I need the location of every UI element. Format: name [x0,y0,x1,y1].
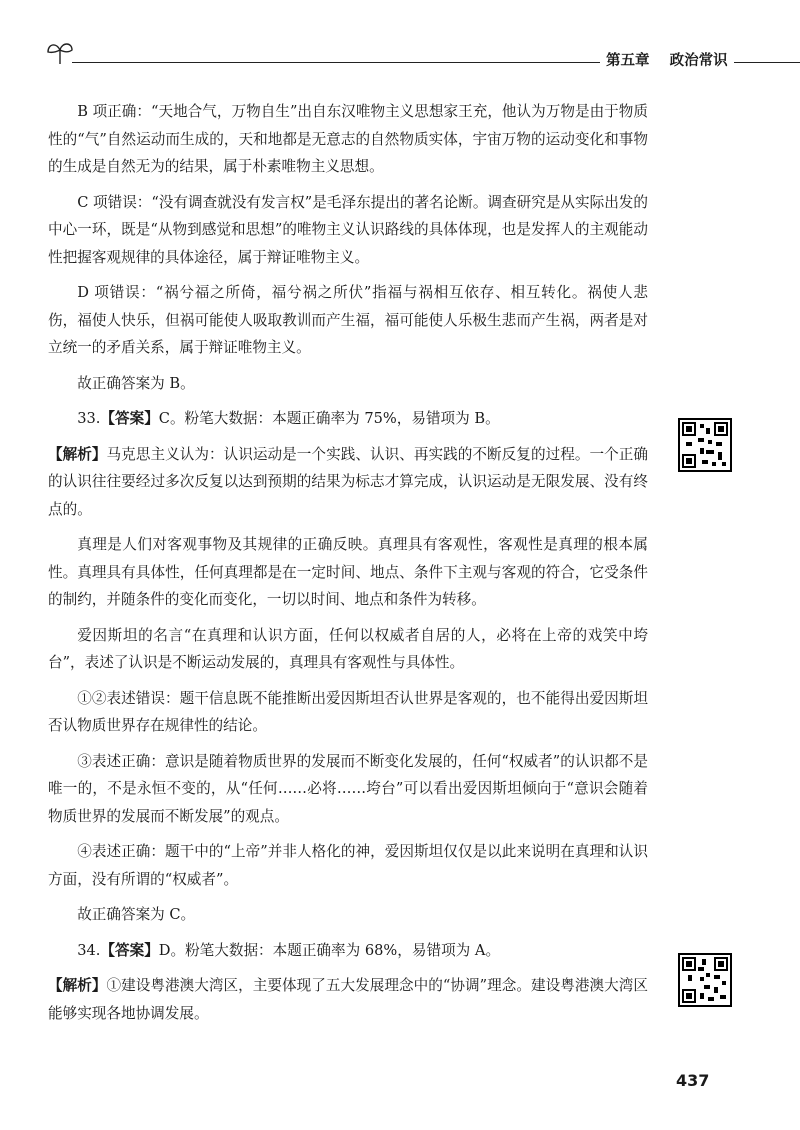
qr-code-icon[interactable] [678,418,732,472]
paragraph: ④表述正确：题干中的“上帝”并非人格化的神，爱因斯坦仅仅是以此来说明在真理和认识方面，没有所谓的“权威者”。 [48,843,648,888]
chapter-number: 第五章 [606,53,650,69]
paragraph: D 项错误：“祸兮福之所倚，福兮祸之所伏”指福与祸相互依存、相互转化。祸使人悲伤，福使人快乐，但祸可能使人吸取教训而产生福，福可能使人乐极生悲而产生祸，两者是对立统一的矛盾关系，属于辩证唯物主义。 [48,284,648,356]
header-rule [72,62,632,63]
analysis-33 [48,441,648,524]
paragraph: 爱因斯坦的名言“在真理和认识方面，任何以权威者自居的人，必将在上帝的戏笑中垮台”，表述了认识是不断运动发展的，真理具有客观性与具体性。 [48,626,648,671]
answer-tag: 【答案】 [100,941,159,959]
chapter-title [600,49,734,70]
analysis-text: 马克思主义认为：认识运动是一个实践、认识、再实践的不断反复的过程。一个正确的认识往往要经过多次反复以达到预期的结果为标志才算完成，认识运动是无限发展、没有终点的。 [48,445,648,518]
leaf-icon [44,38,78,68]
paragraph: B 项正确：“天地合气，万物自生”出自东汉唯物主义思想家王充，他认为万物是由于物质性的“气”自然运动而生成的，天和地都是无意志的自然物质实体，宇宙万物的运动变化和事物的生成是自然无为的结果，属于朴素唯物主义思想。 [48,103,648,175]
question-number: 33. [77,410,101,427]
header-rule-tail [734,62,800,63]
answer-34 [48,937,648,965]
question-number: 34. [77,941,101,959]
paragraph: 故正确答案为 B。 [77,374,195,392]
analysis-tag: 【解析】 [48,977,107,994]
answer-tag: 【答案】 [100,410,159,427]
analysis-34 [48,972,648,1027]
analysis-text: ①建设粤港澳大湾区，主要体现了五大发展理念中的“协调”理念。建设粤港澳大湾区能够实现各地协调发展。 [48,977,648,1022]
paragraph: ③表述正确：意识是随着物质世界的发展而不断变化发展的，任何“权威者”的认识都不是唯一的，不是永恒不变的，从“任何……必将……垮台”可以看出爱因斯坦倾向于“意识会随着物质世界的发展而不断发展”的观点。 [48,752,648,825]
analysis-tag: 【解析】 [48,445,107,463]
paragraph: 真理是人们对客观事物及其规律的正确反映。真理具有客观性，客观性是真理的根本属性。真理具有具体性，任何真理都是在一定时间、地点、条件下主观与客观的符合，它受条件的制约，并随条件的变化而变化，一切以时间、地点和条件为转移。 [48,536,648,608]
qr-code-icon[interactable] [678,953,732,1007]
page-body [48,98,648,1035]
paragraph: ①②表述错误：题干信息既不能推断出爱因斯坦否认世界是客观的，也不能得出爱因斯坦否认物质世界存在规律性的结论。 [48,689,648,734]
section-title: 政治常识 [669,53,728,69]
paragraph: C 项错误：“没有调查就没有发言权”是毛泽东提出的著名论断。调查研究是从实际出发的中心一环，既是“从物到感觉和思想”的唯物主义认识路线的具体体现，也是发挥人的主观能动性把握客观规律的具体途径，属于辩证唯物主义。 [48,193,648,266]
paragraph: 故正确答案为 C。 [77,906,196,923]
page-header [44,38,764,74]
answer-text: D。粉笔大数据：本题正确率为 68%，易错项为 A。 [158,941,501,959]
page-number: 437 [676,1071,710,1090]
answer-text: C。粉笔大数据：本题正确率为 75%，易错项为 B。 [158,410,500,427]
answer-33 [48,405,648,433]
